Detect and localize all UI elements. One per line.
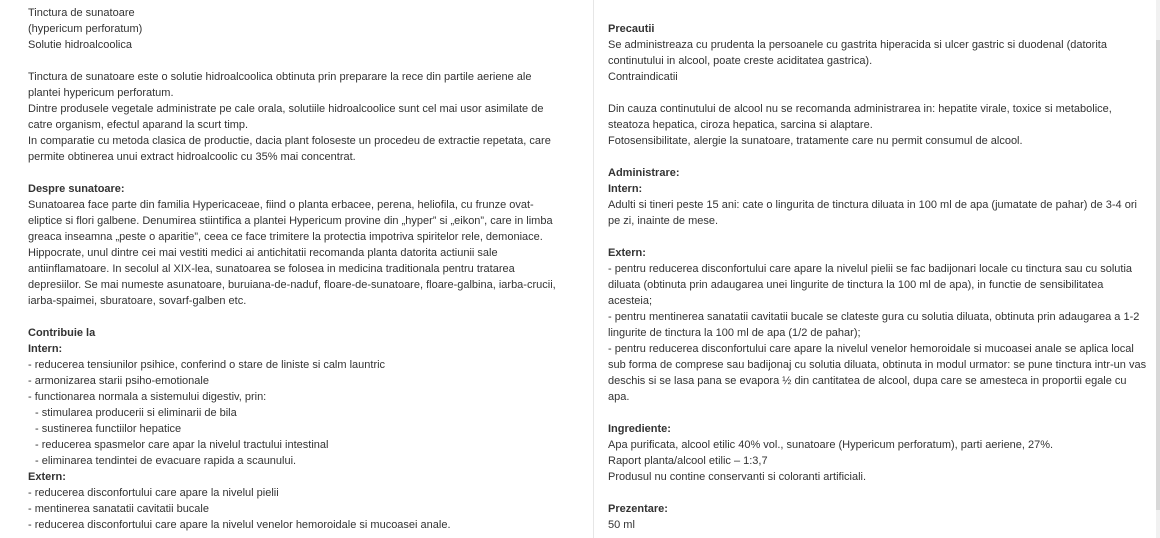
precautions-block [608, 21, 1148, 85]
presentation-heading: Prezentare: [608, 503, 668, 515]
list-item: - functionarea normala a sistemului digestiv, prin: [28, 391, 267, 403]
right-column [608, 21, 1148, 533]
admin-extern-line: deschis si se lasa pana se evapora ½ din cantitatea de alcool, dupa care se amesteca in proportii egale cu [608, 375, 1127, 387]
presentation-value: 50 ml [608, 519, 635, 531]
ingredients-heading: Ingrediente: [608, 423, 671, 435]
about-line: Hippocrate, unul dintre cei mai vestiti medici ai antichitatii recomanda planta datorita actiunii sale [28, 247, 498, 259]
ingredients-line: Produsul nu contine conservanti si coloranti artificiali. [608, 471, 867, 483]
ingredients-line: Apa purificata, alcool etilic 40% vol., sunatoare (Hypericum perforatum), parti aeriene, 27%. [608, 439, 1054, 451]
about-line: eliptice si flori galbene. Denumirea stiintifica a plantei Hypericum provine din „hyper” si „eikon”, care in limba [28, 215, 553, 227]
list-item: - reducerea disconfortului care apare la nivelul pielii [28, 487, 279, 499]
extern-heading: Extern: [28, 471, 66, 483]
description-line: Tinctura de sunatoare este o solutie hidroalcoolica obtinuta prin preparare la rece din partile aeriene ale [28, 71, 532, 83]
about-line: greaca inseamna „peste o aparitie”, ceea ce face trimitere la protectia impotriva spiritelor rele, demoniace. [28, 231, 543, 243]
admin-intern-line: pe zi, inainte de mese. [608, 215, 719, 227]
precautions-heading: Precautii [608, 23, 655, 35]
contraindications-line: Fotosensibilitate, alergie la sunatoare, tratamente care nu permit consumul de alcool. [608, 135, 1023, 147]
admin-extern-line: - pentru reducerea disconfortului care apare la nivelul pielii se fac badijonari locale cu tinctura sau cu solutia [608, 263, 1133, 275]
contributes-heading: Contribuie la [28, 327, 96, 339]
about-line: iarba-spaimei, sburatoare, sovarf-galben etc. [28, 295, 247, 307]
ingredients-line: Raport planta/alcool etilic – 1:3,7 [608, 455, 768, 467]
admin-extern-heading: Extern: [608, 247, 646, 259]
product-type: Solutie hidroalcoolica [28, 39, 132, 51]
latin-name: (hypericum perforatum) [28, 23, 143, 35]
admin-extern-line: apa. [608, 391, 630, 403]
intern-list [28, 357, 576, 469]
description-line: catre organism, efectul aparand la scurt timp. [28, 119, 249, 131]
list-item: - reducerea disconfortului care apare la nivelul venelor hemoroidale si mucoasei anale. [28, 519, 451, 531]
list-item: - armonizarea starii psiho-emotionale [28, 375, 209, 387]
list-subitem: - sustinerea functiilor hepatice [35, 423, 182, 435]
ingredients-block [608, 421, 1148, 485]
admin-extern-line: - pentru reducerea disconfortului care apare la nivelul venelor hemoroidale si mucoasei anale se aplica local [608, 343, 1134, 355]
about-line: depresiilor. Se mai numeste asunatoare, buruiana-de-naduf, floare-de-sunatoare, floare-galbina, iarba-crucii, [28, 279, 556, 291]
about-heading: Despre sunatoare: [28, 183, 125, 195]
intro-block [28, 5, 576, 53]
left-column [28, 5, 576, 533]
admin-extern-line: sub forma de comprese sau badijonaj cu solutia diluata, obtinuta in modul urmator: se pune tinctura intr-un vas [608, 359, 1147, 371]
about-line: Sunatoarea face parte din familia Hypericaceae, fiind o planta erbacee, perena, heliofila, cu frunze ovat- [28, 199, 534, 211]
contraindications-block [608, 101, 1148, 149]
admin-extern-line: diluata (obtinuta prin adaugarea unei lingurite de tinctura la 100 ml de apa), in functie de sensibilitatea [608, 279, 1104, 291]
list-item: - reducerea tensiunilor psihice, conferind o stare de liniste si calm launtric [28, 359, 386, 371]
administration-heading: Administrare: [608, 167, 680, 179]
admin-extern-line: acesteia; [608, 295, 653, 307]
description-block [28, 69, 576, 165]
contraindications-line: Din cauza continutului de alcool nu se recomanda administrarea in: hepatite virale, toxice si metabolice, [608, 103, 1112, 115]
list-item: - mentinerea sanatatii cavitatii bucale [28, 503, 209, 515]
admin-extern-line: - pentru mentinerea sanatatii cavitatii bucale se clateste gura cu solutia diluata, obtinuta prin adaugarea a 1-2 [608, 311, 1140, 323]
intern-heading: Intern: [28, 343, 63, 355]
description-line: plantei hypericum perforatum. [28, 87, 174, 99]
list-subitem: - stimularea producerii si eliminarii de bila [35, 407, 237, 419]
admin-extern-line: lingurite de tinctura la 100 ml de apa (1/2 de pahar); [608, 327, 861, 339]
administration-block [608, 165, 1148, 405]
product-name: Tinctura de sunatoare [28, 7, 135, 19]
description-line: In comparatie cu metoda clasica de productie, dacia plant foloseste un procedeu de extractie repetata, care [28, 135, 551, 147]
about-line: antiinflamatoare. In secolul al XIX-lea, sunatoarea se folosea in medicina traditionala pentru tratarea [28, 263, 515, 275]
about-block [28, 181, 576, 309]
admin-intern-line: Adulti si tineri peste 15 ani: cate o lingurita de tinctura diluata in 100 ml de apa (jumatate de pahar) de 3-4 ori [608, 199, 1137, 211]
description-line: Dintre produsele vegetale administrate pe cale orala, solutiile hidroalcoolice sunt cel mai usor asimilate de [28, 103, 544, 115]
column-divider [593, 0, 594, 538]
extern-list [28, 485, 576, 533]
contributes-block [28, 325, 576, 533]
precautions-line: continutului in alcool, poate creste aciditatea gastrica). [608, 55, 873, 67]
precautions-line: Se administreaza cu prudenta la persoanele cu gastrita hiperacida si ulcer gastric si duodenal (datorita [608, 39, 1107, 51]
contraindications-line: steatoza hepatica, ciroza hepatica, sarcina si alaptare. [608, 119, 873, 131]
admin-intern-heading: Intern: [608, 183, 643, 195]
scrollbar-thumb[interactable] [1156, 40, 1160, 510]
presentation-block [608, 501, 1148, 533]
list-subitem: - reducerea spasmelor care apar la nivelul tractului intestinal [35, 439, 329, 451]
contraindications-label: Contraindicatii [608, 71, 678, 83]
description-line: permite obtinerea unui extract hidroalcoolic cu 35% mai concentrat. [28, 151, 356, 163]
list-subitem: - eliminarea tendintei de evacuare rapida a scaunului. [35, 455, 297, 467]
scrollbar-track[interactable] [1156, 0, 1160, 538]
